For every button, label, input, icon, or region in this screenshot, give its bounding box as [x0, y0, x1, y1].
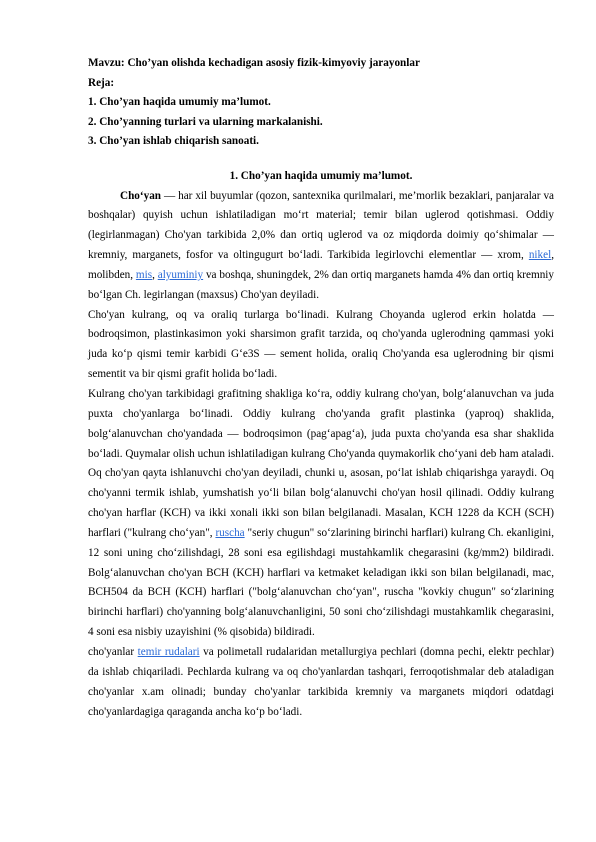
plan-item-2: 2. Cho’yanning turlari va ularning markalanishi. — [88, 115, 323, 128]
p1-text-1: — har xil buyumlar (qozon, santexnika qurilmalari, me’morlik bezaklari, panjaralar va boshqalar) quyish uchun ishlatiladigan moʻrt material; temir bilan uglerod qotishmasi. Oddiy (legirlanmagan) Cho'yan tarkibida 2,0% dan ortiq uglerod va oz miqdorda doimiy qoʻshimalar — kremniy, marganets, fosfor va oltingugurt boʻladi. Tarkibida legirlovchi elementlar — xrom, — [88, 189, 554, 262]
p4-text-1: cho'yanlar — [88, 645, 138, 658]
p1-text-4: va boshqa, shuningdek, 2% dan ortiq marganets hamda 4% dan ortiq kremniy boʻlgan Ch. legirlangan (maxsus) Cho'yan deyiladi. — [88, 268, 554, 301]
paragraph-types: Cho'yan kulrang, oq va oraliq turlarga boʻlinadi. Kulrang Choyanda uglerod erkin holatda — bodroqsimon, plastinkasimon yoki sharsimon grafit tarzida, oq cho'yanda uglerodning qammasi yoki juda koʻp qismi temir karbidi Gʻe3S — sement holida, oraliq Cho'yanda esa uglerodning bir qismi sementit va bir qismi grafit holida boʻladi. — [88, 308, 554, 381]
plan-label: Reja: — [88, 76, 115, 89]
p3-text-1: Kulrang cho'yan tarkibidagi grafitning shakliga koʻra, oddiy kulrang cho'yan, bolgʻalanuvchan va juda puxta cho'yanlarga boʻlinadi. Oddiy kulrang cho'yanda grafit plastinka (yaproq) shaklida, bolgʻalanuvchan cho'yandada — bodroqsimon (pagʻapagʻa), juda puxta cho'yanda esa shar shaklida boʻladi. Quymalar olish uchun ishlatiladigan kulrang Cho'yanda quymakorlik choʻyani deb ham ataladi. Oq cho'yan qayta ishlanuvchi cho'yan deyiladi, chunki u, asosan, poʻlat ishlab chiqarishga yaraydi. Oq cho'yanni termik ishlab, yumshatish yoʻli bilan bolgʻalanuvchi cho'yan hosil qilinadi. Oddiy kulrang cho'yan harflar (KCH) va ikki xonali ikki son bilan belgilanadi. Masalan, KCH 1228 da KCH (SCH) harflari ("kulrang choʻyan", — [88, 388, 554, 539]
document-page — [88, 54, 554, 722]
plan-item-3: 3. Cho’yan ishlab chiqarish sanoati. — [88, 135, 259, 148]
p1-text-3: , — [152, 268, 158, 281]
plan-item-1: 1. Cho’yan haqida umumiy ma’lumot. — [88, 96, 271, 109]
p4-text-2: va polimetall rudalaridan metallurgiya pechlari (domna pechi, elektr pechlar) da ishlab chiqariladi. Pechlarda kulrang va oq cho'yanlardan tashqari, ferroqotishmalar deb ataladigan cho'yanlar x.am olinadi; bunday cho'yanlar tarkibida kremniy va marganets miqdori odatdagi cho'yanlardagiga qaraganda ancha koʻp boʻladi. — [88, 645, 554, 718]
link-nikel[interactable]: nikel — [528, 249, 552, 262]
paragraph-production — [88, 643, 554, 722]
link-mis[interactable]: mis — [135, 268, 153, 281]
term-bold: Choʻyan — [120, 189, 162, 202]
paragraph-grey-iron — [88, 385, 554, 643]
section-title: 1. Cho’yan haqida umumiy ma’lumot. — [229, 169, 413, 182]
topic-heading: Mavzu: Cho’yan olishda kechadigan asosiy fizik-kimyoviy jarayonlar — [88, 57, 420, 69]
link-ruscha[interactable]: ruscha — [215, 526, 245, 539]
paragraph-intro — [88, 187, 554, 306]
p1-text-2: , molibden, — [88, 249, 554, 281]
link-alyuminiy[interactable]: alyuminiy — [157, 268, 204, 281]
link-temir-rudalari[interactable]: temir rudalari — [137, 645, 200, 658]
p3-text-2: "seriy chugun" soʻzlarining birinchi harflari) kulrang Ch. ekanligini, 12 soni uning choʻzilishdagi, 28 soni esa egilishdagi mustahkamlik chegarasini (kg/mm2) bildiradi. Bolgʻalanuvchan cho'yan BCH (KCH) harflari va ketmaket keladigan ikki son bilan belgilanadi, mac, BCH504 da BCH (KCH) harflari ("bolgʻalanuvchan choʻyan", ruscha "kovkiy chugun" soʻzlarining birinchi harflari) cho'yanning bolgʻalanuvchanligini, 50 soni choʻzilishdagi mustahkamlik chegarasini, 4 soni esa nisbiy uzayishini (% qisobida) bildiradi. — [88, 526, 555, 639]
